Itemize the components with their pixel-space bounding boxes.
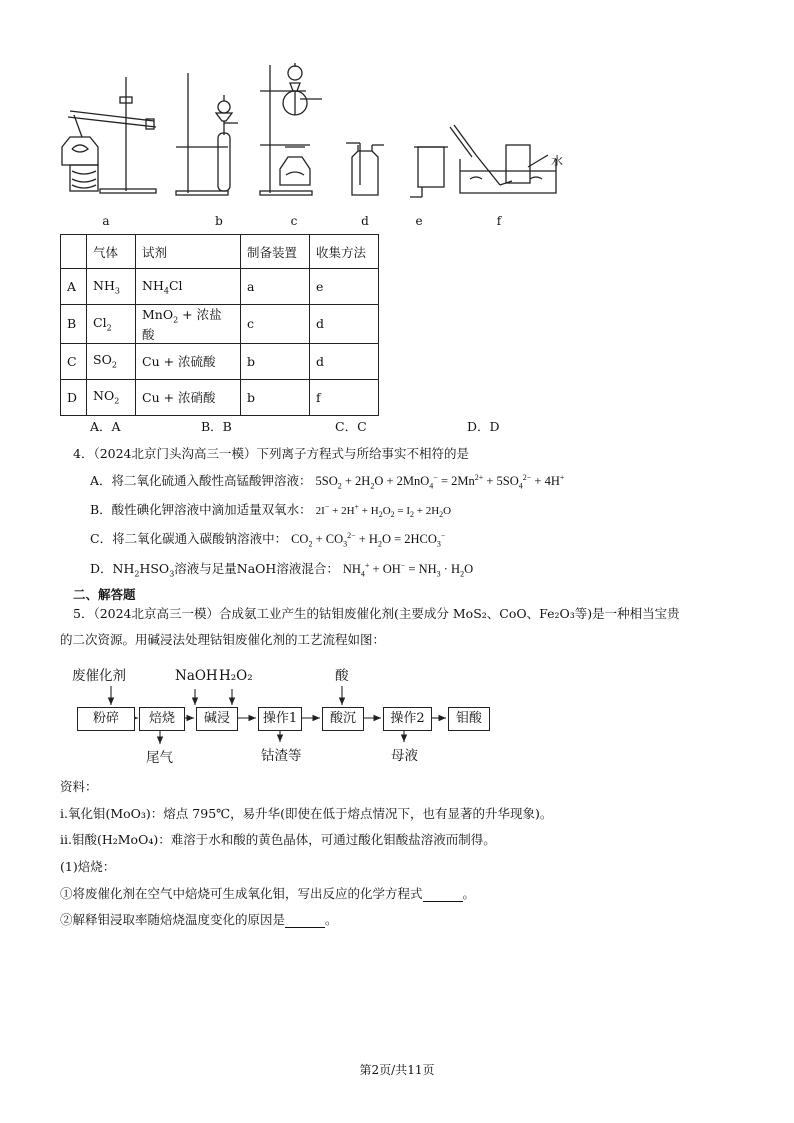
info-ii: ii.钼酸(H₂MoO₄)：难溶于水和酸的黄色晶体，可通过酸化钼酸盐溶液而制得。 xyxy=(60,832,496,847)
q4-option-a: A．将二氧化硫通入酸性高锰酸钾溶液： $5SO_2 + 2H_2O + 2MnO_4^- = 2Mn^{2+} + 5SO_4^{2-} + 4H^+$ xyxy=(90,472,565,491)
q3-option-c: C．C xyxy=(335,419,367,434)
q4-option-d: D．$NH_2HSO_3$溶液与足量NaOH溶液混合： $NH_4^+ + OH^- = NH_3 \cdot H_2O$ xyxy=(90,560,474,579)
flow-output-mother-liquor: 母液 xyxy=(391,748,418,764)
q4-d-equation: $NH_4^+ + OH^- = NH_3 \cdot H_2O$ xyxy=(342,560,474,579)
q4-a-equation: $5SO_2 + 2H_2O + 2MnO_4^- = 2Mn^{2+} + 5SO_4^{2-} + 4H^+$ xyxy=(315,472,565,491)
flow-product-molybdic-acid: 钼酸 xyxy=(448,707,490,731)
flow-step-operation-1: 操作1 xyxy=(258,707,302,731)
section-title: 二、解答题 xyxy=(73,587,136,602)
flow-step-acid-precip: 酸沉 xyxy=(322,707,364,731)
table-row: C $SO_2$ Cu + 浓硫酸 b d xyxy=(61,343,379,379)
q5-stem-line2: 的二次资源。用碱浸法处理钴钼废催化剂的工艺流程如图： xyxy=(60,632,386,647)
label-c: c xyxy=(290,214,298,228)
page-footer: 第2页/共11页 xyxy=(359,1063,435,1077)
flow-output-residue: 钴渣等 xyxy=(261,748,302,764)
part1-question-b: ②解释钼浸取率随焙烧温度变化的原因是 。 xyxy=(60,912,338,927)
label-b: b xyxy=(215,214,223,228)
answer-blank xyxy=(423,889,463,902)
table-row: B $Cl_2$ MnO$_2$ + 浓盐酸 c d xyxy=(61,305,379,344)
info-i: i.氧化钼(MoO₃)：熔点 795℃，易升华(即使在低于熔点情况下，也有显著的升华现象)。 xyxy=(60,806,553,821)
flow-acid: 酸 xyxy=(335,668,349,684)
q3-option-a: A．A xyxy=(90,419,121,434)
part1-title: (1)焙烧： xyxy=(60,859,116,874)
q4-c-equation: $CO_2 + CO_3^{2-} + H_2O = 2HCO_3^-$ xyxy=(291,530,446,549)
q5-stem-line1: 5．（2024北京高三一模）合成氨工业产生的钴钼废催化剂(主要成分 MoS₂、CoO、Fe₂O₃等)是一种相当宝贵 xyxy=(73,606,680,621)
answer-blank xyxy=(285,915,325,928)
flow-output-tail-gas: 尾气 xyxy=(146,750,173,766)
label-e: e xyxy=(415,214,423,228)
water-label: 水 xyxy=(551,154,564,168)
flow-naoh: NaOH xyxy=(175,668,218,684)
flow-step-crush: 粉碎 xyxy=(77,707,135,731)
q4-option-c: C．将二氧化碳通入碳酸钠溶液中： $CO_2 + CO_3^{2-} + H_2O = 2HCO_3^-$ xyxy=(90,530,446,549)
label-d: d xyxy=(361,214,369,228)
flow-h2o2: H₂O₂ xyxy=(219,668,253,684)
label-a: a xyxy=(102,214,110,228)
table-row: D $NO_2$ Cu + 浓硝酸 b f xyxy=(61,379,379,415)
table-header-row: 气体 试剂 制备装置 收集方法 xyxy=(61,235,379,269)
q3-option-b: B．B xyxy=(201,419,232,434)
q4-b-equation: $2I^- + 2H^+ + H_2O_2 = I_2 + 2H_2O$ xyxy=(315,502,452,520)
flow-step-alkali-leach: 碱浸 xyxy=(196,707,238,731)
info-title: 资料： xyxy=(60,779,98,794)
part1-question-a: ①将废催化剂在空气中焙烧可生成氧化钼，写出反应的化学方程式 。 xyxy=(60,886,476,901)
q4-stem: 4．（2024北京门头沟高三一模）下列离子方程式与所给事实不相符的是 xyxy=(73,446,470,461)
label-f: f xyxy=(496,214,502,228)
q4-option-b: B．酸性碘化钾溶液中滴加适量双氧水： $2I^- + 2H^+ + H_2O_2 = I_2 + 2H_2O$ xyxy=(90,502,452,520)
q3-option-d: D．D xyxy=(467,419,500,434)
flow-step-roast: 焙烧 xyxy=(139,707,185,731)
flow-input-waste-catalyst: 废催化剂 xyxy=(72,668,126,684)
table-row: A $NH_3$ $NH_4Cl$ a e xyxy=(61,269,379,305)
flow-step-operation-2: 操作2 xyxy=(383,707,432,731)
